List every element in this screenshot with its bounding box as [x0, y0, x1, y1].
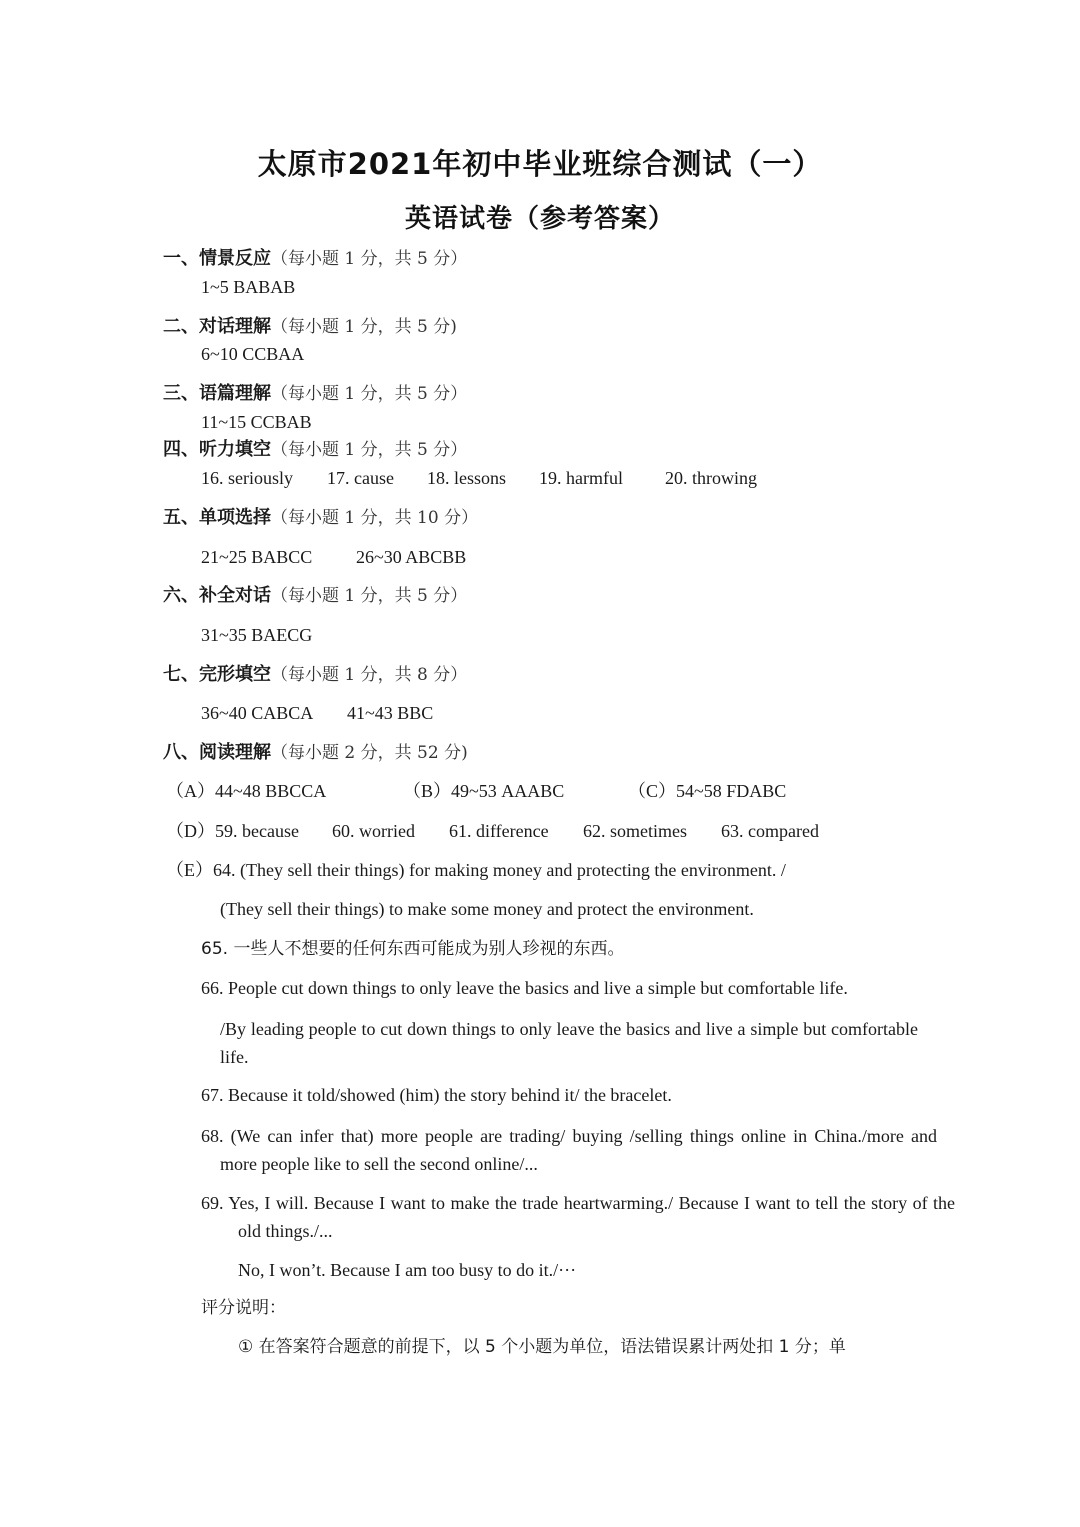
section-3-answers: 11~15 CCBAB — [201, 412, 312, 432]
section-7-heading — [163, 662, 467, 687]
scoring-rule-1: ① 在答案符合题意的前提下，以 5 个小题为单位，语法错误累计两处扣 1 分；单 — [238, 1337, 846, 1357]
answer-item: 17. cause — [327, 468, 394, 488]
section-1-heading — [163, 246, 467, 271]
section-5-heading — [163, 505, 478, 530]
answer-64-line-1: （E）64. (They sell their things) for making money and protecting the environment. / — [166, 860, 786, 880]
answer-item: 19. harmful — [539, 468, 623, 488]
section-label: 七、完形填空 — [163, 664, 271, 685]
answer-64-line-2: (They sell their things) to make some money and protect the environment. — [220, 899, 754, 919]
section-note: （每小题 1 分，共 10 分） — [271, 508, 479, 528]
answer-item: 41~43 BBC — [347, 703, 434, 723]
answer-item: 36~40 CABCA — [201, 703, 314, 723]
answer-69-yes: 69. Yes, I will. Because I want to make the trade heartwarming./ Because I want to tell the story of the old things./... — [201, 1193, 955, 1241]
section-6-heading — [163, 583, 467, 608]
answer-item: 61. difference — [449, 821, 549, 841]
section-note: （每小题 1 分，共 8 分） — [271, 665, 468, 685]
section-1-answers: 1~5 BABAB — [201, 277, 296, 297]
section-label: 二、对话理解 — [163, 316, 271, 337]
section-label: 五、单项选择 — [163, 507, 271, 528]
answer-66-alt: /By leading people to cut down things to only leave the basics and live a simple but comfortable life. — [220, 1019, 918, 1067]
answer-67: 67. Because it told/showed (him) the story behind it/ the bracelet. — [201, 1085, 672, 1105]
section-2-heading — [163, 314, 457, 339]
answer-item: 21~25 BABCC — [201, 547, 313, 567]
scoring-heading: 评分说明： — [201, 1298, 286, 1318]
section-8-heading — [163, 740, 468, 765]
section-6-answers: 31~35 BAECG — [201, 625, 313, 645]
section-label: 三、语篇理解 — [163, 383, 271, 404]
section-note: （每小题 1 分，共 5 分) — [271, 317, 457, 337]
section-4-heading — [163, 437, 467, 462]
section-label: 四、听力填空 — [163, 439, 271, 460]
section-label: 八、阅读理解 — [163, 742, 271, 763]
section-note: （每小题 1 分，共 5 分） — [271, 384, 468, 404]
answer-item: （B）49~53 AAABC — [403, 781, 565, 801]
answer-66-line-1: 66. People cut down things to only leave the basics and live a simple but comfortable life. — [201, 978, 848, 998]
section-3-heading — [163, 381, 467, 406]
answer-65: 65. 一些人不想要的任何东西可能成为别人珍视的东西。 — [201, 939, 625, 959]
answer-item: （A）44~48 BBCCA — [166, 781, 327, 801]
section-note: （每小题 1 分，共 5 分） — [271, 586, 468, 606]
section-label: 六、补全对话 — [163, 585, 271, 606]
answer-item: 62. sometimes — [583, 821, 687, 841]
page-subtitle: 英语试卷（参考答案） — [404, 204, 675, 234]
section-note: （每小题 1 分，共 5 分） — [271, 440, 468, 460]
answer-item: 60. worried — [332, 821, 415, 841]
section-note: （每小题 1 分，共 5 分） — [271, 249, 468, 269]
answer-item: 16. seriously — [201, 468, 293, 488]
page-title: 太原市2021年初中毕业班综合测试（一） — [257, 147, 823, 181]
section-2-answers: 6~10 CCBAA — [201, 344, 305, 364]
answer-item: 26~30 ABCBB — [356, 547, 467, 567]
section-label: 一、情景反应 — [163, 248, 271, 269]
answer-item: 18. lessons — [427, 468, 507, 488]
section-note: （每小题 2 分，共 52 分) — [271, 743, 468, 763]
answer-item: （C）54~58 FDABC — [628, 781, 787, 801]
answer-item: （D）59. because — [166, 821, 299, 841]
answer-item: 20. throwing — [665, 468, 757, 488]
answer-item: 63. compared — [721, 821, 819, 841]
answer-69-no: No, I won’t. Because I am too busy to do it./··· — [238, 1260, 577, 1280]
answer-68: 68. (We can infer that) more people are trading/ buying /selling things online in China./more and more people like to sell the second online/... — [201, 1126, 937, 1174]
